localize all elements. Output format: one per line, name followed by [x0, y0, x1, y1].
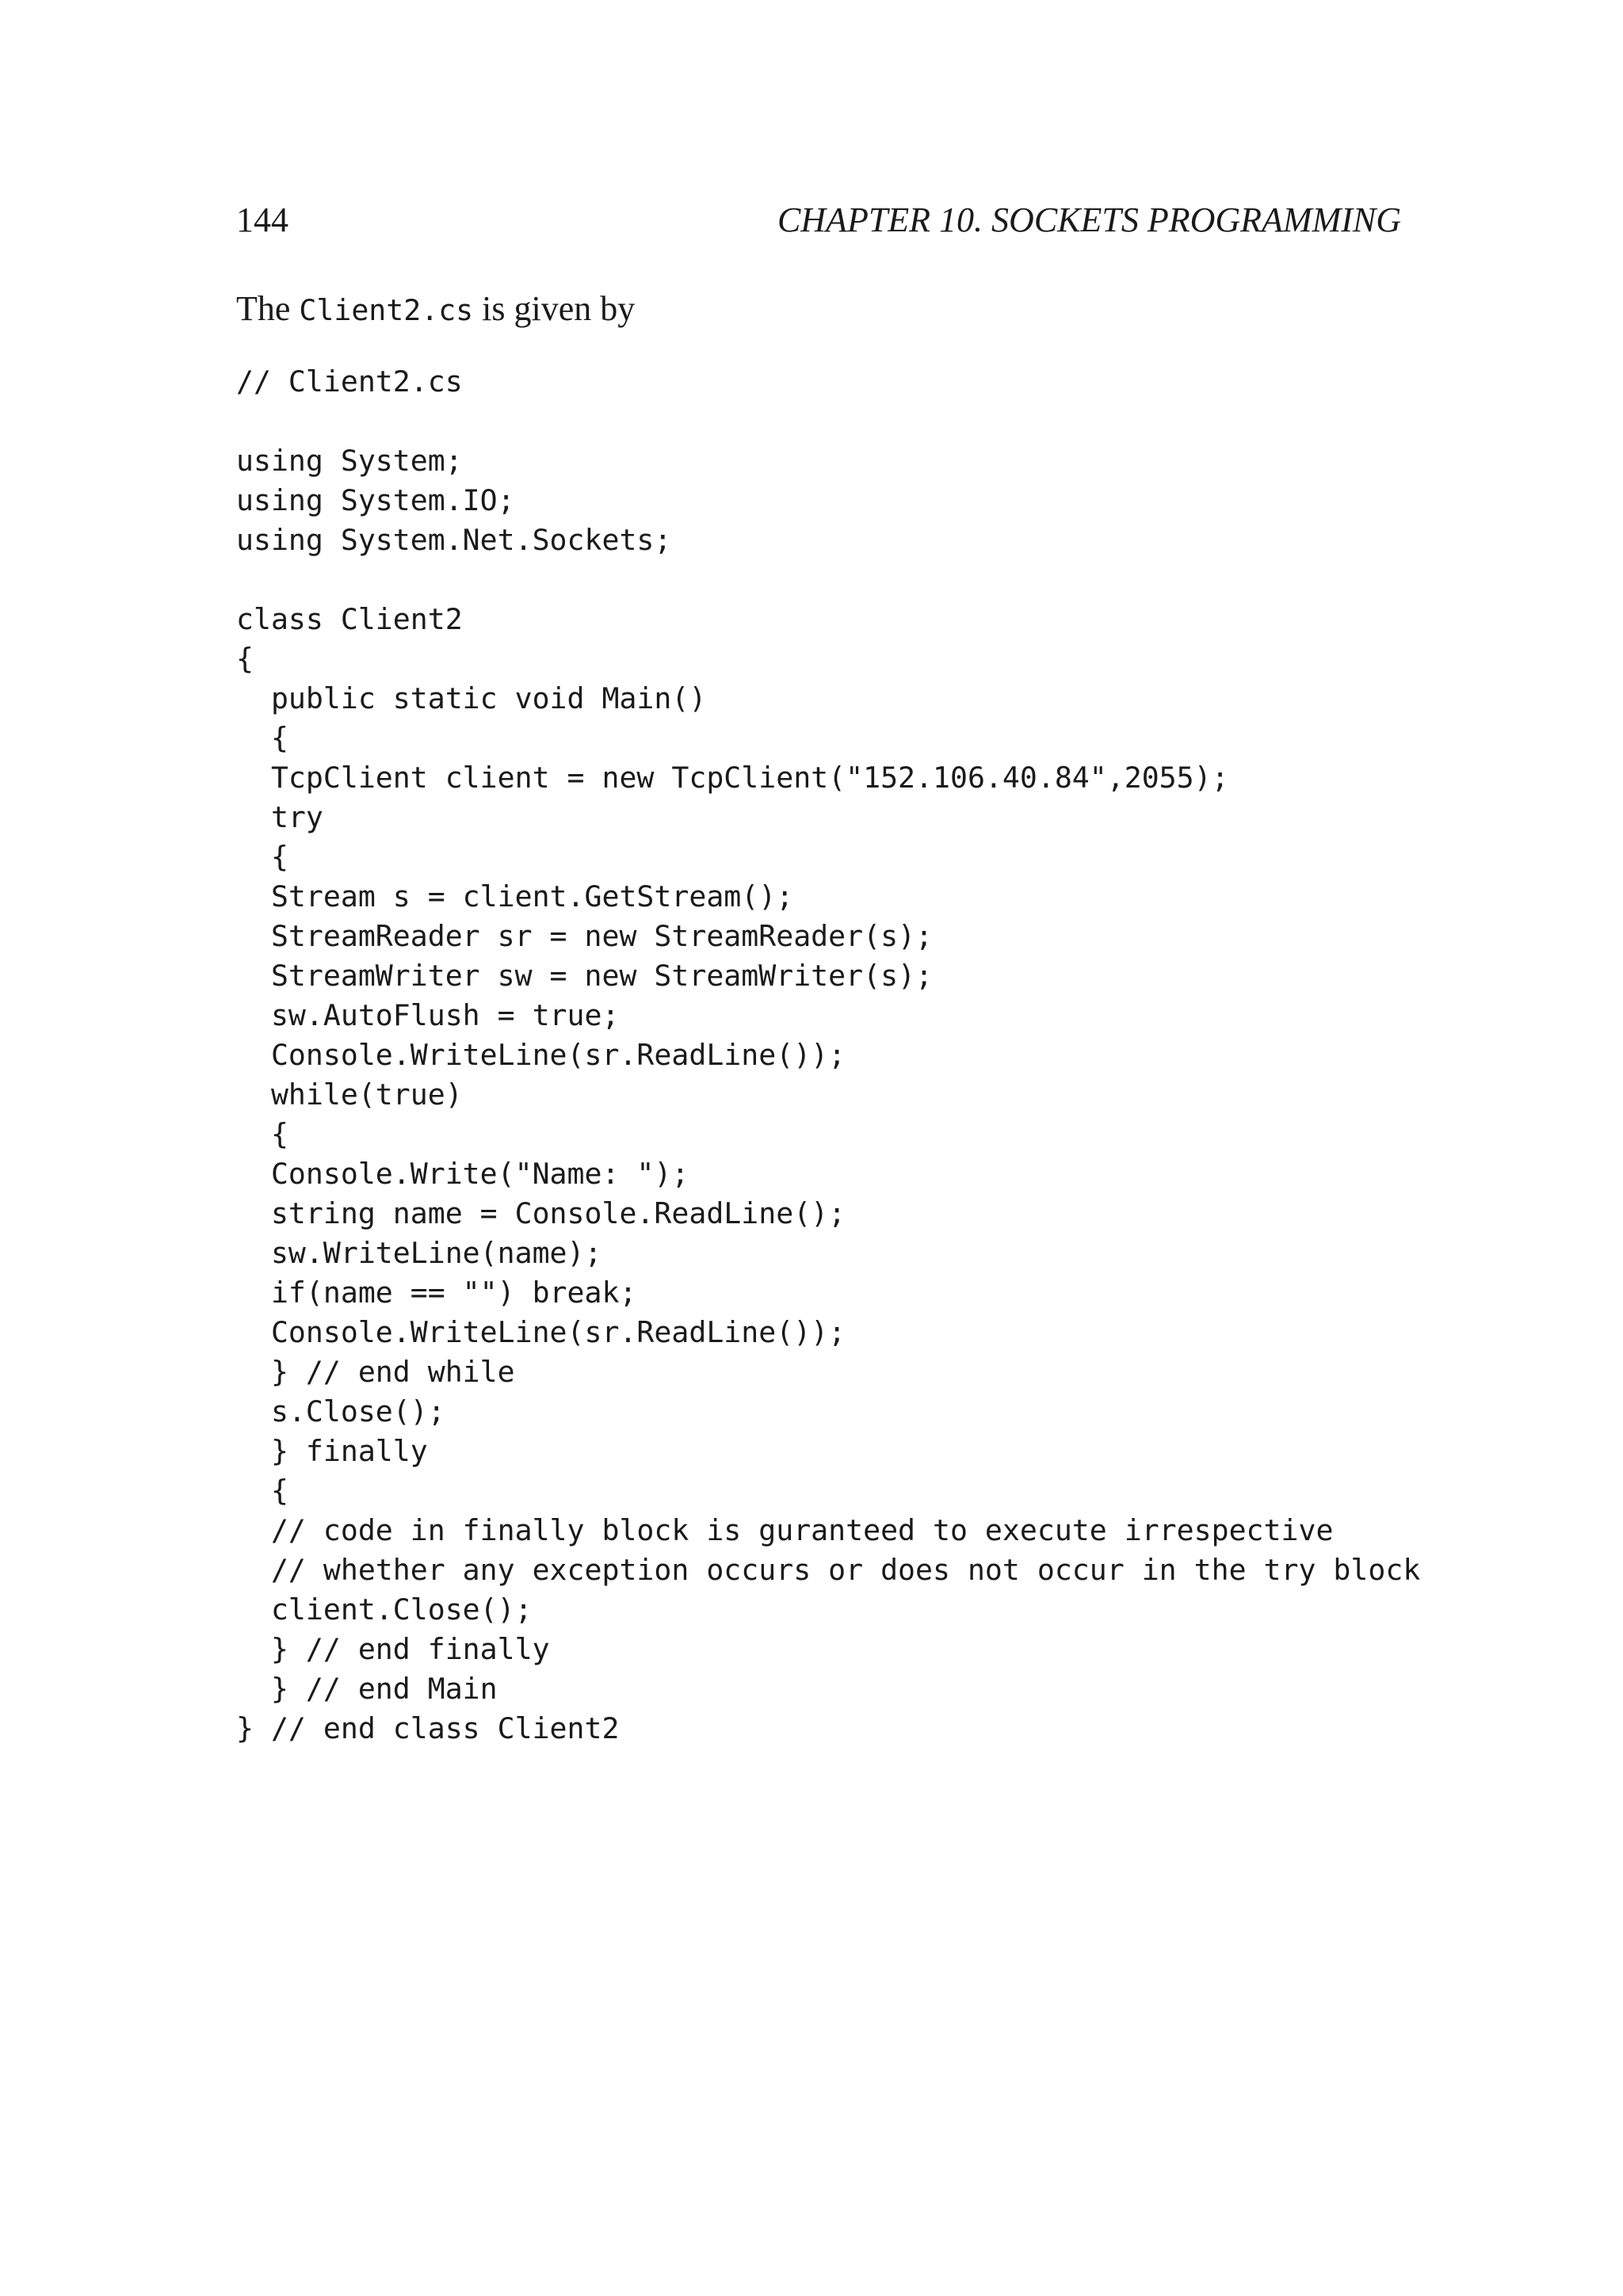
- code-line: client.Close();: [236, 1592, 533, 1627]
- code-line: } finally: [236, 1434, 428, 1468]
- code-line: {: [236, 1117, 288, 1151]
- code-line: {: [236, 721, 288, 755]
- code-line: Console.Write("Name: ");: [236, 1157, 689, 1191]
- code-line: class Client2: [236, 602, 463, 636]
- code-line: {: [236, 840, 288, 874]
- code-line: } // end finally: [236, 1632, 550, 1666]
- code-line: if(name == "") break;: [236, 1276, 637, 1310]
- code-line: // whether any exception occurs or does not occur in the try block: [236, 1553, 1421, 1587]
- intro-text-after: is given by: [473, 289, 636, 328]
- running-head: [236, 196, 1401, 244]
- chapter-title: CHAPTER 10. SOCKETS PROGRAMMING: [777, 200, 1401, 239]
- intro-text-before: The: [236, 289, 300, 328]
- code-listing: [236, 362, 1420, 1749]
- intro-code-name: Client2.cs: [299, 293, 474, 327]
- code-line: sw.WriteLine(name);: [236, 1236, 602, 1270]
- code-line: string name = Console.ReadLine();: [236, 1196, 846, 1230]
- code-line: } // end class Client2: [236, 1711, 620, 1745]
- code-line: StreamWriter sw = new StreamWriter(s);: [236, 959, 933, 993]
- code-line: StreamReader sr = new StreamReader(s);: [236, 919, 933, 953]
- code-line: sw.AutoFlush = true;: [236, 998, 620, 1032]
- code-line: Console.WriteLine(sr.ReadLine());: [236, 1315, 846, 1349]
- intro-paragraph: [236, 285, 635, 334]
- code-line: TcpClient client = new TcpClient("152.106.40.84",2055);: [236, 761, 1229, 795]
- code-line: public static void Main(): [236, 681, 707, 715]
- code-line: s.Close();: [236, 1394, 445, 1428]
- page-number: 144: [236, 200, 288, 239]
- code-line: Console.WriteLine(sr.ReadLine());: [236, 1038, 846, 1072]
- code-line: try: [236, 800, 323, 834]
- code-line: } // end while: [236, 1355, 515, 1389]
- code-line: using System;: [236, 444, 463, 478]
- code-line: [236, 402, 1420, 441]
- code-line: } // end Main: [236, 1672, 498, 1706]
- code-line: using System.IO;: [236, 483, 515, 517]
- code-line: while(true): [236, 1077, 463, 1112]
- code-line: // code in finally block is guranteed to execute irrespective: [236, 1513, 1334, 1547]
- code-line: using System.Net.Sockets;: [236, 523, 672, 557]
- code-line: {: [236, 1474, 288, 1508]
- code-line: // Client2.cs: [236, 364, 463, 399]
- code-line: {: [236, 642, 254, 676]
- code-line: [236, 560, 1420, 600]
- code-line: Stream s = client.GetStream();: [236, 879, 794, 913]
